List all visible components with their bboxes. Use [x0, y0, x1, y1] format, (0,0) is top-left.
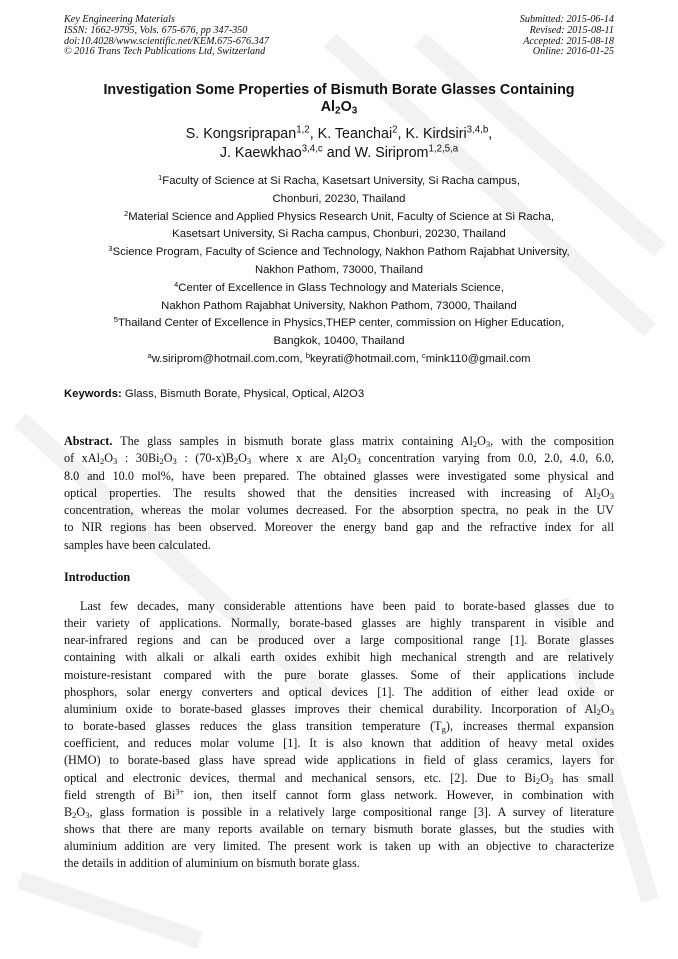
affiliation-2: $^2$Material Science and Applied Physics Research Unit, Faculty of Science at Si Racha, — [123, 208, 554, 223]
affiliation-list: $^1$Faculty of Science at Si Racha, Kasetsart University, Si Racha campus, Chonburi, 20230, Thailand $^2$Material Science and Applied Physics Research Unit, Faculty of Science at Si Racha, Kasetsart University, Si Racha campus, Chonburi, 20230, Thailand $^3$Science Program, Faculty of Science and Technology, Nakhon Pathom Rajabhat University, Nakhon Pathom, 73000, Thailand $^4$Center of Excellence in Glass Technology and Materials Science, Nakhon Pathom Rajabhat University, Nakhon Pathom, 73000, Thailand $^5$Thailand Center of Excellence in Physics,THEP center, commission on Higher Education, Bangkok, 10400, Thailand $^a$w.siriprom@hotmail.com.com, $^b$keyrati@hotmail.com, $^c$mink110@gmail.com — [64, 173, 614, 369]
email-b[interactable]: keyrati@hotmail.com, — [309, 352, 422, 365]
introduction-heading: Introduction — [64, 570, 131, 584]
email-a[interactable]: w.siriprom@hotmail.com.com, — [151, 352, 306, 365]
submitted-date: Submitted: 2015-06-14 — [519, 14, 614, 25]
affiliation-1: $^1$Faculty of Science at Si Racha, Kasetsart University, Si Racha campus, — [158, 172, 520, 187]
affiliation-4: $^4$Center of Excellence in Glass Technology and Materials Science, — [174, 279, 504, 294]
online-date: Online: 2016-01-25 — [532, 46, 614, 58]
doi-line: doi:10.4028/www.scientific.net/KEM.675-676.347 — [64, 35, 269, 47]
keywords-label: Keywords: — [64, 388, 122, 400]
paper-title: Investigation Some Properties of Bismuth Borate Glasses Containing $Al_2O_3$ — [103, 82, 575, 117]
author-list: S. Kongsriprapan$^{1,2}$, K. Teanchai$^2$, K. Kirdsiri$^{3,4,b}$, J. Kaewkhao$^{3,4,c}$ and W. Siriprom$^{1,2,5,a}$ — [185, 124, 493, 161]
revised-date: Revised: 2015-08-11 — [529, 24, 614, 36]
abstract-paragraph: Abstract. The glass samples in bismuth borate glass matrix containing $Al_2O_3$, with the composition of $xAl_2O_3$ : $30Bi_2O_3$ : $(70-x)B_2O_3$ where x are $Al_2O_3$ concentration varying from 0.0, 2.0, 4.0, 6.0, 8.0 and 10.0 mol%, have been prepared. The obtained glasses were investigated some physical and optical properties. The results showed that the densities increased with increasing of $Al_2O_3$ concentration, whereas the molar volumes decreased. For the absorption spectra, no peak in the UV to NIR regions has been observed. Moreover the energy band gap and the refractive index for all samples have been calculated. — [64, 434, 614, 552]
issn-line: ISSN: 1662-9795, Vols. 675-676, pp 347-350 — [64, 24, 248, 36]
email-c[interactable]: mink110@gmail.com — [425, 352, 531, 365]
abstract-label: Abstract. — [64, 434, 113, 448]
keywords-line — [64, 387, 614, 401]
affiliation-5: $^5$Thailand Center of Excellence in Physics,THEP center, commission on Higher Education, — [113, 315, 565, 330]
affiliation-3: $^3$Science Program, Faculty of Science and Technology, Nakhon Pathom Rajabhat University, — [108, 243, 570, 259]
author-emails: $^a$w.siriprom@hotmail.com.com, $^b$keyrati@hotmail.com, $^c$mink110@gmail.com — [147, 350, 531, 365]
journal-name: Key Engineering Materials — [64, 14, 175, 25]
introduction-paragraph: Last few decades, many considerable attentions have been paid to borate-based glasses due to their variety of applications. Normally, borate-based glasses are highly transparent in visible and near-infrared regions and can be produced over a large compositional range [1]. Borate glasses containing with alkali or alkali earth oxides exhibit high mechanical strength and are relatively moisture-resistant compared with the pure borate glasses. Some of their applications include phosphors, solar energy converters and optical devices [1]. The addition of either lead oxide or aluminium oxide to borate-based glasses improves their chemical durability. Incorporation of $Al_2O_3$ to borate-based glasses reduces the glass transition temperature $(T_g)$, increases thermal expansion coefficient, and reduces molar volume [1]. It is also known that addition of heavy metal oxides (HMO) to borate-based glass have spread wide applications in field of glass ceramics, layers for optical and electronic devices, thermal and mechanical sensors, etc. [2]. Due to $Bi_2O_3$ has small field strength of $Bi^{3+}$ ion, then itself cannot form glass network. However, in combination with $B_2O_3$, glass formation is possible in a relatively large compositional range [3]. A survey of literature shows that there are many reports available on ternary bismuth borate glasses, but the studies with aluminium addition are very limited. The present work is taken up with an objective to characterize the details in addition of aluminium on bismuth borate glass. — [64, 599, 615, 871]
keywords-text: Glass, Bismuth Borate, Physical, Optical, Al2O3 — [121, 388, 365, 400]
header-journal-info — [64, 15, 269, 58]
copyright-line: © 2016 Trans Tech Publications Ltd, Switzerland — [64, 46, 266, 58]
header-dates — [520, 15, 614, 58]
accepted-date: Accepted: 2015-08-18 — [523, 35, 614, 47]
